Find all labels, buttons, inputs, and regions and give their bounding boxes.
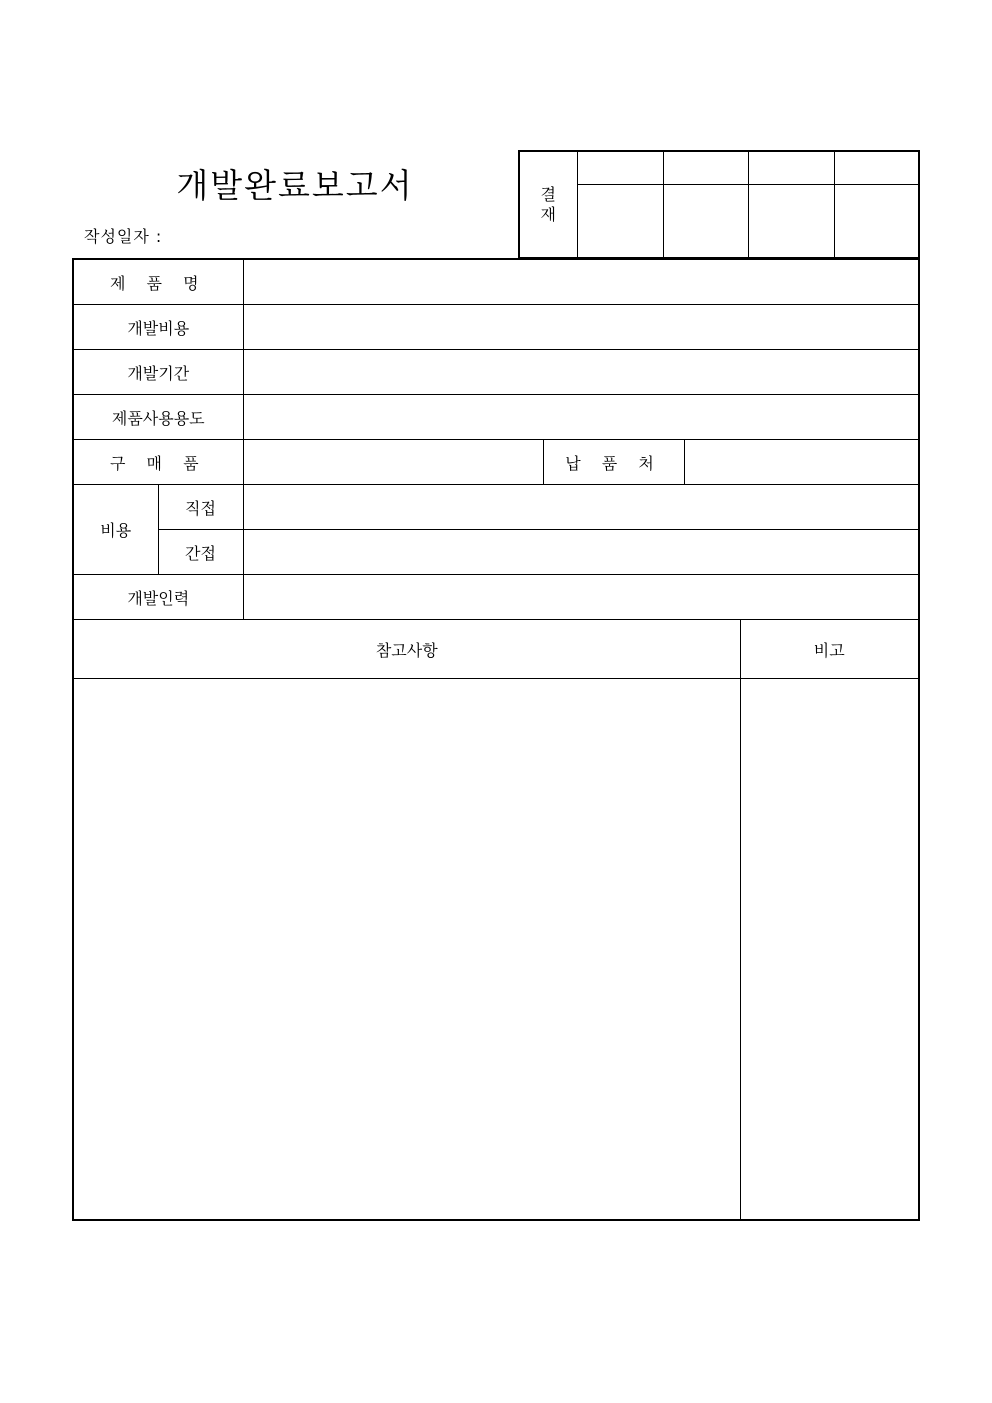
reference-header: 참고사항 — [73, 620, 740, 679]
date-label: 작성일자 : — [84, 227, 163, 246]
delivery-field[interactable] — [684, 440, 919, 485]
remarks-header: 비고 — [740, 620, 919, 679]
product-name-field[interactable] — [243, 259, 919, 305]
cost-label: 비용 — [73, 485, 158, 575]
dev-staff-field[interactable] — [243, 575, 919, 620]
approval-sign-cell-4[interactable] — [834, 185, 919, 259]
dev-period-field[interactable] — [243, 350, 919, 395]
indirect-cost-field[interactable] — [243, 530, 919, 575]
approval-sign-cell-2[interactable] — [663, 185, 748, 259]
report-form-table — [72, 258, 920, 1221]
approval-table — [518, 150, 920, 259]
approval-label: 결재 — [519, 151, 577, 258]
product-use-label: 제품사용용도 — [73, 395, 243, 440]
dev-staff-label: 개발인력 — [73, 575, 243, 620]
product-name-label: 제 품 명 — [73, 259, 243, 305]
direct-cost-label: 직접 — [158, 485, 243, 530]
purchase-field[interactable] — [243, 440, 543, 485]
product-use-field[interactable] — [243, 395, 919, 440]
purchase-label: 구 매 품 — [73, 440, 243, 485]
approval-title-cell-3[interactable] — [748, 151, 834, 185]
approval-title-cell-1[interactable] — [577, 151, 663, 185]
indirect-cost-label: 간접 — [158, 530, 243, 575]
dev-cost-field[interactable] — [243, 305, 919, 350]
approval-sign-cell-3[interactable] — [748, 185, 834, 259]
approval-title-cell-2[interactable] — [663, 151, 748, 185]
remarks-field[interactable] — [740, 679, 919, 1221]
approval-title-cell-4[interactable] — [834, 151, 919, 185]
dev-cost-label: 개발비용 — [73, 305, 243, 350]
direct-cost-field[interactable] — [243, 485, 919, 530]
page-title: 개발완료보고서 — [176, 166, 414, 205]
delivery-label: 납 품 처 — [543, 440, 684, 485]
dev-period-label: 개발기간 — [73, 350, 243, 395]
reference-field[interactable] — [73, 679, 740, 1221]
approval-sign-cell-1[interactable] — [577, 185, 663, 259]
